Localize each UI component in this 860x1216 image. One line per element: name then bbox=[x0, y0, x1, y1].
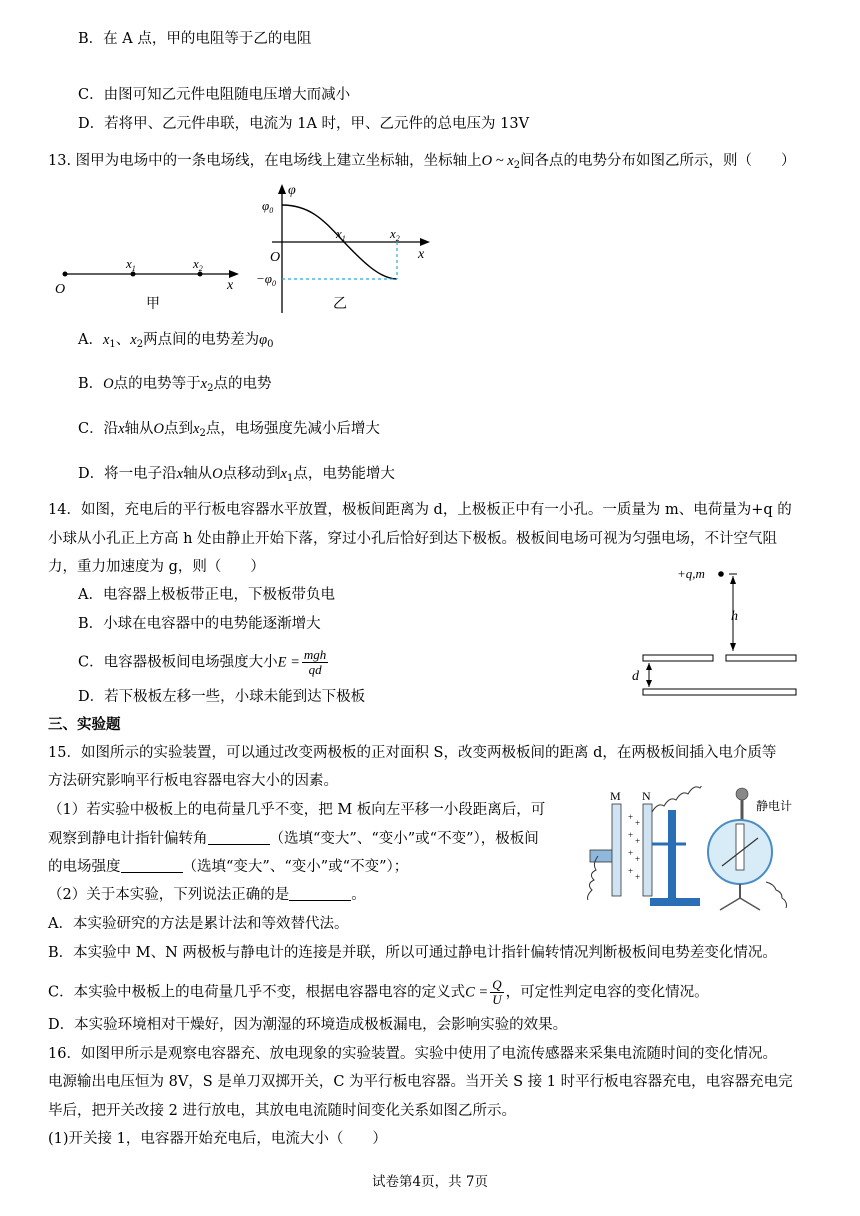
yi-origin-label: O bbox=[270, 250, 281, 265]
q15-apparatus-figure bbox=[580, 786, 810, 916]
q15-option-b: B．本实验中 M、N 两极板与静电计的连接是并联，所以可通过静电计指针偏转情况判断极板间电势差变化情况。 bbox=[48, 945, 777, 961]
q16-stem-line3: 毕后，把开关改接 2 进行放电，其放电电流随时间变化关系如图乙所示。 bbox=[48, 1103, 516, 1119]
q15-part2: （2）关于本实验，下列说法正确的是 。 bbox=[48, 887, 366, 903]
q12-option-d: D．若将甲、乙元件串联，电流为 1A 时，甲、乙元件的总电压为 13V bbox=[78, 116, 530, 132]
jia-axis-label: x bbox=[227, 278, 234, 293]
q14-option-b: B．小球在电容器中的电势能逐渐增大 bbox=[78, 616, 321, 632]
q15-part1-line3: 的电场强度 （选填“变大”、“变小”或“不变”）； bbox=[48, 859, 409, 875]
q13-option-c: C．沿x轴从O点到$x_2$点，电场强度先减小后增大 bbox=[78, 421, 380, 439]
q15-part1-line1: （1）若实验中极板上的电荷量几乎不变，把 M 板向左平移一小段距离后，可 bbox=[48, 802, 546, 818]
q15-stem-line2: 方法研究影响平行板电容器电容大小的因素。 bbox=[48, 773, 338, 789]
yi-x1-label: $x_1$ bbox=[336, 226, 346, 243]
svg-text:+: + bbox=[628, 848, 634, 858]
q13-option-a: A．$x_1$、$x_2$两点间的电势差为$\varphi_0$ bbox=[78, 332, 274, 350]
electrometer-label: 静电计 bbox=[756, 799, 793, 813]
answer-blank-angle[interactable] bbox=[208, 830, 270, 845]
section-title: 三、实验题 bbox=[48, 716, 121, 733]
yi-axis-label: x bbox=[418, 247, 425, 262]
svg-text:+: + bbox=[628, 812, 634, 822]
plate-n-label: N bbox=[642, 789, 651, 803]
yi-phi-label: φ bbox=[288, 183, 296, 198]
q16-stem-line2: 电源输出电压恒为 8V，S 是单刀双掷开关，C 为平行板电容器。当开关 S 接 1 时平行板电容器充电，电容器充电完 bbox=[48, 1074, 793, 1090]
q13-range: O ~ x bbox=[481, 153, 514, 169]
jia-x1-label: $x_1$ bbox=[126, 256, 136, 273]
h-label: h bbox=[731, 609, 738, 624]
charge-label: +q,m bbox=[677, 566, 705, 581]
q15-option-a: A．本实验研究的方法是累计法和等效替代法。 bbox=[48, 916, 349, 932]
svg-text:+: + bbox=[628, 866, 634, 876]
plate-m-label: M bbox=[610, 789, 621, 803]
yi-caption: 乙 bbox=[333, 296, 347, 312]
q12-option-b: B．在 A 点，甲的电阻等于乙的电阻 bbox=[78, 31, 312, 47]
q16-subquestion-1: (1)开关接 1，电容器开始充电后，电流大小（ ） bbox=[48, 1131, 387, 1147]
q13-stem: 13. 图甲为电场中的一条电场线，在电场线上建立坐标轴，坐标轴上O ~ $x_2$间各点的电势分布如图乙所示，则（ ） bbox=[48, 153, 796, 171]
d-label: d bbox=[632, 669, 639, 684]
page-footer: 试卷第4页，共 7页 bbox=[372, 1174, 488, 1190]
svg-text:+: + bbox=[635, 854, 641, 864]
capacitance-formula: $\frac{Q}{U}$ bbox=[492, 977, 502, 1007]
svg-text:+: + bbox=[635, 818, 641, 828]
yi-x2-label: $x_2$ bbox=[390, 226, 400, 243]
answer-blank-field[interactable] bbox=[121, 858, 183, 873]
yi-phi0-label: $\varphi_0$ bbox=[262, 198, 274, 215]
q14-stem-line3: 力，重力加速度为 g，则（ ） bbox=[48, 559, 265, 575]
q12-option-c: C．由图可知乙元件电阻随电压增大而减小 bbox=[78, 87, 351, 103]
q15-part1-line2: 观察到静电计指针偏转角 （选填“变大”、“变小”或“不变”），极板间 bbox=[48, 831, 539, 847]
jia-origin-label: O bbox=[55, 282, 66, 297]
svg-text:+: + bbox=[635, 872, 641, 882]
q14-stem-line2: 小球从小孔正上方高 h 处由静止开始下落，穿过小孔后恰好到达下极板。极板间电场可视为匀强电场，不计空气阻 bbox=[48, 531, 778, 547]
svg-text:+: + bbox=[635, 836, 641, 846]
field-formula: $\frac{\text{mgh}}{qd}$ bbox=[303, 647, 327, 677]
q15-option-c: C．本实验中极板上的电荷量几乎不变，根据电容器电容的定义式C = $\frac{Q}{U}$ ，可定性判定电容的变化情况。 bbox=[48, 977, 709, 1007]
q14-option-d: D．若下极板左移一些，小球未能到达下极板 bbox=[78, 689, 366, 705]
answer-blank-part2[interactable] bbox=[289, 886, 351, 901]
q15-option-d: D．本实验环境相对干燥好，因为潮湿的环境造成极板漏电，会影响实验的效果。 bbox=[48, 1017, 568, 1033]
q13-option-d: D．将一电子沿x轴从O点移动到$x_1$点，电势能增大 bbox=[78, 466, 395, 484]
svg-text:+: + bbox=[628, 830, 634, 840]
q13-option-b: B．O点的电势等于$x_2$点的电势 bbox=[78, 376, 272, 394]
jia-x2-label: $x_2$ bbox=[193, 256, 203, 273]
q14-stem-line1: 14．如图，充电后的平行板电容器水平放置，极板间距离为 d，上极板正中有一小孔。一质量为 m、电荷量为+q 的 bbox=[48, 502, 792, 518]
q14-option-a: A．电容器上极板带正电，下极板带负电 bbox=[78, 587, 335, 603]
q14-option-c: C．电容器极板间电场强度大小E = $\frac{\text{mgh}}{qd}$ bbox=[78, 647, 327, 677]
q15-stem-line1: 15．如图所示的实验装置，可以通过改变两极板的正对面积 S，改变两极板间的距离 d，在两极板间插入电介质等 bbox=[48, 745, 777, 761]
q14-capacitor-figure bbox=[625, 562, 805, 702]
jia-caption: 甲 bbox=[146, 296, 160, 312]
q13-figure-jia bbox=[45, 255, 245, 315]
yi-neg-phi0-label: $-\varphi_0$ bbox=[256, 271, 276, 288]
q16-stem-line1: 16．如图甲所示是观察电容器充、放电现象的实验装置。实验中使用了电流传感器来采集电流随时间的变化情况。 bbox=[48, 1046, 777, 1062]
